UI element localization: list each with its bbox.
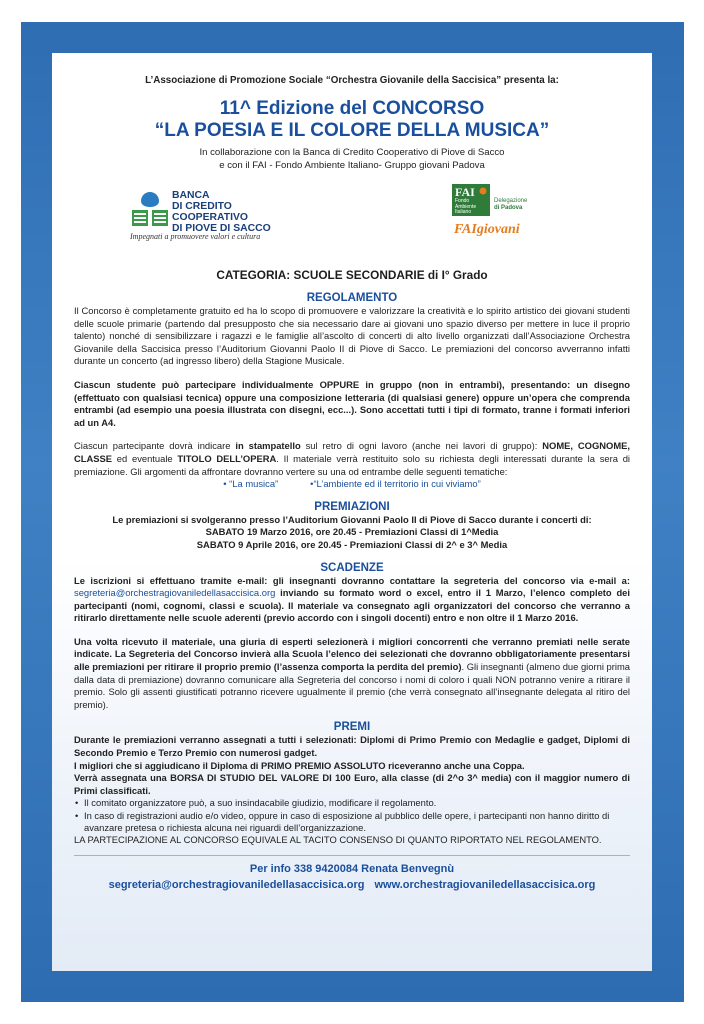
scadenze-text-b: inviando su formato word o excel, entro il 1 Marzo, l’elenco completo dei partecipanti (nomi, cognomi, classi e scuola). Il materiale va consegnato agli organizzatori del concorso che verranno a ritirarlo direttamente nelle scuole aderenti (previo accordo con i singoli docenti) entro e non oltre il 1 Marzo 2016. <box>74 587 630 624</box>
theme-item: •“L’ambiente ed il territorio in cui viviamo” <box>310 478 481 490</box>
fai-sub-1: Fondo <box>455 198 470 204</box>
scadenze-text-a: Le iscrizioni si effettuano tramite e-mail: gli insegnanti dovranno contattare la segreteria del concorso via e-mail a: <box>74 574 630 586</box>
premiazioni-line-2: SABATO 19 Marzo 2016, ore 20.45 - Premiazioni Classi di 1^Media <box>205 526 499 538</box>
closing-statement: LA PARTECIPAZIONE AL CONCORSO EQUIVALE AL TACITO CONSENSO DI QUANTO RIPORTATO NEL REGOLAMENTO. <box>74 834 602 846</box>
contact-website-link[interactable]: www.orchestragiovaniledellasaccisica.org <box>374 878 596 891</box>
scadenze-paragraph-2 <box>74 636 630 712</box>
p3-text-a: Ciascun partecipante dovrà indicare <box>74 440 236 452</box>
regolamento-paragraph-3 <box>74 440 630 478</box>
logos-row <box>74 182 630 254</box>
bcc-slogan: Impegnati a promuovere valori e cultura <box>130 232 261 241</box>
bcc-emblem-icon <box>130 188 170 228</box>
list-item: • In caso di registrazioni audio e/o video, oppure in caso di esposizione al pubblico delle opere, i partecipanti non hanno diritto di avanzare pretesa o richiesta alcuna nei riguardi dell’organizzazione. <box>84 810 630 835</box>
premi-paragraph-1: Durante le premiazioni verranno assegnati a tutti i selezionati: Diplomi di Primo Premio con Medaglie e gadget, Diplomi di Secondo Premio e Terzo Premio con numerosi gadget. <box>74 734 630 759</box>
scadenze-heading: SCADENZE <box>320 561 384 574</box>
contact-block <box>74 861 630 893</box>
scadenze-text-d: . Gli insegnanti (almeno due giorni prima dalla data di premiazione) dovranno comunicare alla Segreteria del concorso i nomi di coloro i quali NON potranno venire a ritirare il premio. Solo gli assenti giustificati potranno ricevere ugualmente il premio (che verrà consegnato all’insegnante delegata al ritiro del premio). <box>74 661 630 710</box>
fai-sub-3: Italiano <box>455 209 472 215</box>
title-line-1: 11^ Edizione del CONCORSO <box>219 98 485 119</box>
scadenze-paragraph-1 <box>74 575 630 625</box>
premi-notes-list <box>74 797 630 834</box>
contact-links <box>74 877 630 893</box>
regolamento-paragraph-1: Il Concorso è completamente gratuito ed ha lo scopo di promuovere e valorizzare la creatività e lo spirito artistico dei giovani studenti delle scuole primarie (partendo dal presupposto che sia necessario dare ai giovani uno spazio diverso per mettere in luce il proprio talento) nonché di sensibilizzare i ragazzi e le famiglie all’ascolto di concerti di alto livello organizzati dall’Associazione Orchestra Giovanile della Saccisica presso l’Auditorium Giovanni Paolo II di Piove di Sacco. Le premiazioni del concorso avverranno infatti durante un concerto (ad ingresso libero) della Stagione Musicale. <box>74 305 630 367</box>
premiazioni-heading: PREMIAZIONI <box>314 500 390 513</box>
p3-text-c: sul retro di ogni lavoro (anche nei lavori di gruppo): <box>300 440 543 452</box>
fai-sub-2: Ambiente <box>455 203 477 210</box>
collab-line-2: e con il FAI - Fondo Ambiente Italiano- Gruppo giovani Padova <box>219 159 485 171</box>
premiazioni-block <box>74 514 630 552</box>
regolamento-heading: REGOLAMENTO <box>306 292 398 304</box>
premi-heading: PREMI <box>333 721 371 734</box>
fai-subtitle <box>455 199 476 216</box>
premi-paragraph-3: Verrà assegnata una BORSA DI STUDIO DEL VALORE DI 100 Euro, alla classe (di 2^o 3^ media) con il maggior numero di Primi classificati. <box>74 772 630 796</box>
category-heading: CATEGORIA: SCUOLE SECONDARIE di I° Grado <box>216 268 488 282</box>
intro-line: L’Associazione di Promozione Sociale “Orchestra Giovanile della Saccisica” presenta la: <box>145 75 559 86</box>
collaboration-text <box>74 147 630 172</box>
bcc-line-2: DI CREDITO COOPERATIVO <box>172 201 249 223</box>
scadenze-email-link[interactable]: segreteria@orchestragiovaniledellasaccisica.org <box>74 587 276 599</box>
fai-mark-text: FAI <box>455 185 475 199</box>
fai-flower-icon <box>479 187 487 195</box>
scadenze-text-c: Una volta ricevuto il materiale, una giuria di esperti selezionerà i migliori concorrenti che verranno premiati nelle serate indicate. La Segreteria del Concorso invierà alla Scuola l’elenco dei selezionati che dovranno obbligatoriamente presentarsi alle premiazioni per ritirare il proprio premio (l’assenza comporta la perdita del premio) <box>74 635 630 673</box>
fai-delegation <box>494 198 527 212</box>
themes-list <box>74 478 630 491</box>
fai-logo <box>452 184 542 252</box>
fai-mark <box>452 184 490 216</box>
divider <box>74 855 630 856</box>
bcc-line-3: DI PIOVE DI SACCO <box>172 223 271 234</box>
p3-text-e: ed eventuale <box>112 452 178 464</box>
list-item: • Il comitato organizzatore può, a suo insindacabile giudizio, modificare il regolamento. <box>84 797 630 809</box>
fai-deleg-2: di Padova <box>494 205 523 211</box>
document-content <box>74 72 630 893</box>
p3-text-g: . Il materiale verrà restituito solo su richiesta degli interessati durante la sera di premiazione. Gli argomenti da affrontare dovranno vertere su una od entrambe delle seguenti tematiche: <box>74 452 630 477</box>
premiazioni-line-1: Le premiazioni si svolgeranno presso l’Auditorium Giovanni Paolo II di Piove di Sacco durante i concerti di: <box>112 513 592 525</box>
bcc-logo <box>130 188 306 246</box>
regolamento-paragraph-2: Ciascun studente può partecipare individualmente OPPURE in gruppo (non in entrambi), presentando: un disegno (effettuato con qualsiasi tecnica) oppure una composizione letteraria (di qualsiasi genere) oppure un’opera che comprenda entrambi (ad esempio una poesia illustrata con disegni, ecc...). Sono accettati tutti i tipi di formato, tranne i formati inferiori ad un A4. <box>74 378 630 428</box>
page-title <box>74 98 630 142</box>
p3-text-d: NOME, COGNOME, CLASSE <box>74 440 630 464</box>
fai-giovani-logo: FAIgiovani <box>454 222 520 237</box>
p3-text-f: TITOLO DELL’OPERA <box>177 452 277 464</box>
theme-item: • “La musica” <box>223 478 279 490</box>
premi-paragraph-2: I migliori che si aggiudicano il Diploma di PRIMO PREMIO ASSOLUTO riceveranno anche una Coppa. <box>74 759 525 771</box>
contact-phone: Per info 338 9420084 Renata Benvegnù <box>249 862 455 875</box>
bcc-line-1: BANCA <box>172 190 210 201</box>
contact-email-link[interactable]: segreteria@orchestragiovaniledellasaccisica.org <box>108 878 365 891</box>
bcc-name <box>172 190 306 234</box>
premiazioni-line-3: SABATO 9 Aprile 2016, ore 20.45 - Premiazioni Classi di 2^ e 3^ Media <box>196 538 508 550</box>
title-line-2: “LA POESIA E IL COLORE DELLA MUSICA” <box>154 120 550 141</box>
fai-deleg-1: Delegazione <box>494 198 528 204</box>
p3-text-b: in stampatello <box>235 440 301 452</box>
collab-line-1: In collaborazione con la Banca di Credito Cooperativo di Piove di Sacco <box>199 147 505 158</box>
